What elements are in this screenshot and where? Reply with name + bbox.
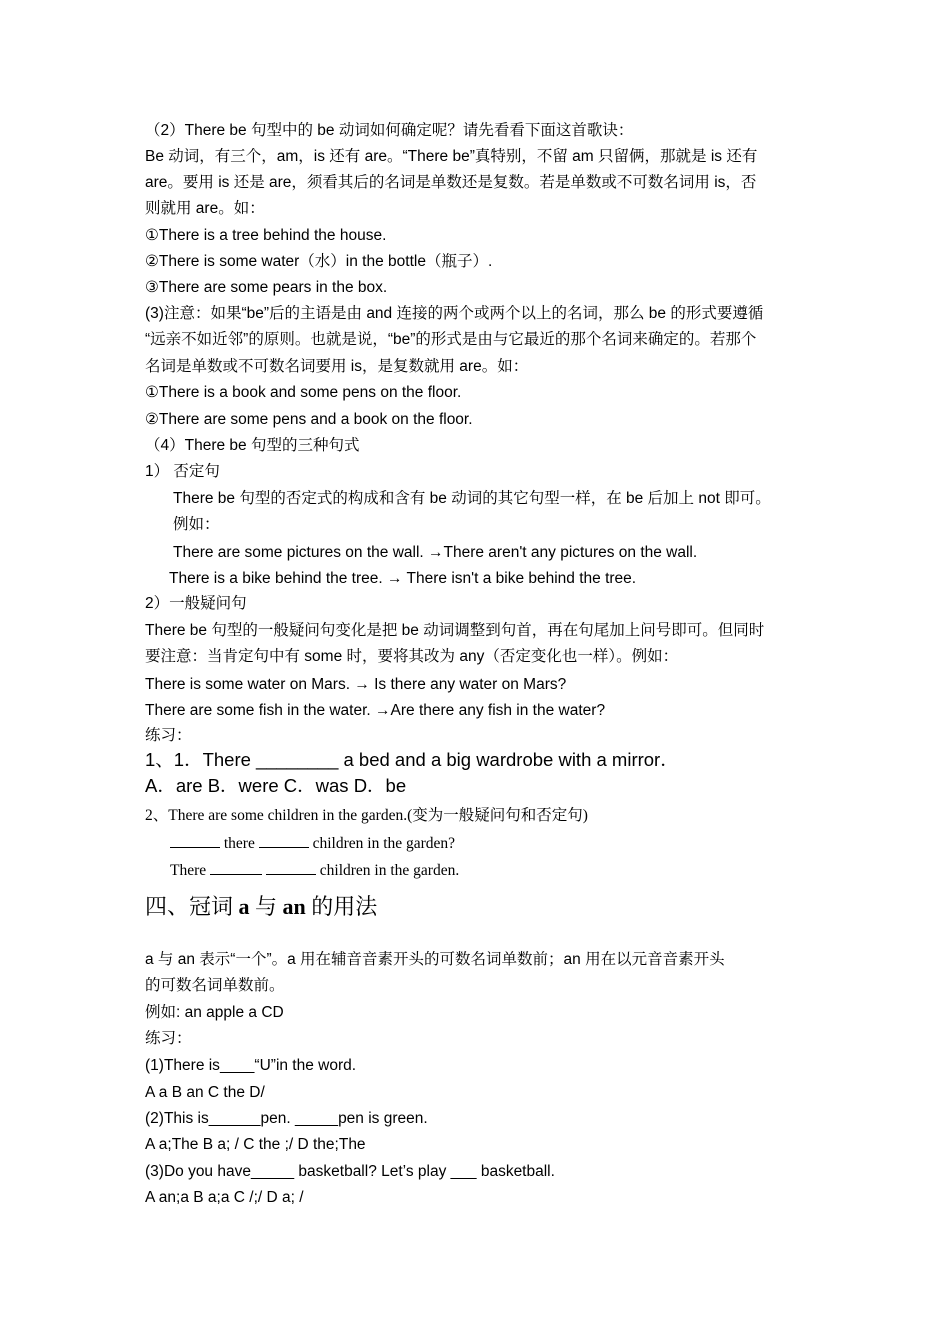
question-text: 1、1．There	[145, 749, 257, 770]
answer-blank	[266, 860, 316, 875]
answer-text: children in the garden?	[312, 835, 456, 852]
answer-options: A a;The B a; / C the ;/ D the;The	[145, 1136, 366, 1153]
text-line: Be 动词，有三个，am，is 还有 are。“There be”真特别，不留 am 只留俩，那就是 is 还有	[145, 148, 758, 165]
text-line: 则就用 are。如：	[145, 200, 265, 217]
answer-blank: _____	[250, 1163, 295, 1180]
answer-blank	[259, 833, 309, 848]
exercise-question	[145, 1109, 428, 1129]
question-text: (3)Do you have	[145, 1163, 251, 1180]
heading-text: 与	[249, 894, 283, 919]
heading-text: an	[282, 894, 306, 919]
question-text: basketball? Let’s play	[294, 1163, 451, 1180]
text-line: “远亲不如近邻”的原则。也就是说，“be”的形式是由与它最近的那个名词来确定的。若那个	[145, 331, 757, 348]
text-line: 名词是单数或不可数名词要用 is，是复数就用 are。如：	[145, 358, 529, 375]
example-sentence: There is some water on Mars. → Is there any water on Mars?	[145, 676, 567, 693]
answer-blank: ____	[219, 1057, 255, 1074]
answer-text: There	[170, 862, 207, 879]
answer-options: A a B an C the D/	[145, 1084, 265, 1101]
answer-blank: ________	[256, 749, 339, 770]
text-line: There be 句型的否定式的构成和含有 be 动词的其它句型一样，在 be 后加上 not 即可。	[173, 490, 771, 507]
section-heading	[145, 893, 377, 921]
text-line: 要注意：当肯定句中有 some 时，要将其改为 any（否定变化也一样）。例如：	[145, 648, 679, 665]
example-sentence: ②There is some water（水）in the bottle（瓶子）.	[145, 253, 493, 270]
exercise-question	[145, 1162, 555, 1182]
text-line: are。要用 is 还是 are，须看其后的名词是单数还是复数。若是单数或不可数名词用 is，否	[145, 174, 757, 191]
section-subheading: （4）There be 句型的三种句式	[145, 437, 360, 454]
example-sentence: There are some fish in the water. →Are there any fish in the water?	[145, 702, 606, 719]
exercise-answer-line	[170, 860, 459, 881]
answer-options: A．are B．were C．was D．be	[145, 775, 407, 796]
answer-blank: ___	[450, 1163, 477, 1180]
question-text: a bed and a big wardrobe with a mirror．	[338, 749, 679, 770]
exercise-question	[145, 1056, 356, 1076]
question-text: “U”in the word.	[254, 1057, 357, 1074]
example-sentence: ②There are some pens and a book on the floor.	[145, 411, 473, 428]
answer-blank: ______	[208, 1110, 261, 1127]
text-line: There be 句型的一般疑问句变化是把 be 动词调整到句首，再在句尾加上问号即可。但同时	[145, 622, 765, 639]
text-line: a 与 an 表示“一个”。a 用在辅音音素开头的可数名词单数前；an 用在以元音音素开头	[145, 951, 725, 968]
question-text: pen is green.	[338, 1110, 428, 1127]
question-text: (1)There is	[145, 1057, 220, 1074]
question-text: (2)This is	[145, 1110, 209, 1127]
exercise-label: 练习：	[145, 1030, 192, 1047]
example-line: 例如: an apple a CD	[145, 1004, 284, 1021]
answer-blank: _____	[294, 1110, 339, 1127]
answer-text: there	[223, 835, 255, 852]
question-text: pen.	[260, 1110, 295, 1127]
heading-text: a	[238, 894, 250, 919]
example-sentence: There is a bike behind the tree. → There isn't a bike behind the tree.	[169, 570, 637, 587]
text-line: 例如：	[173, 516, 220, 533]
exercise-question	[145, 748, 679, 772]
exercise-label: 练习：	[145, 727, 192, 744]
text-line: 的可数名词单数前。	[145, 977, 285, 994]
text-line: (3)注意：如果“be”后的主语是由 and 连接的两个或两个以上的名词，那么 be 的形式要遵循	[145, 305, 764, 322]
example-sentence: There are some pictures on the wall. →There aren't any pictures on the wall.	[173, 544, 698, 561]
list-label: 2）一般疑问句	[145, 595, 247, 612]
exercise-answer-line	[170, 833, 455, 854]
example-sentence: ①There is a tree behind the house.	[145, 227, 387, 244]
example-sentence: ①There is a book and some pens on the floor.	[145, 384, 462, 401]
answer-options: A an;a B a;a C /;/ D a; /	[145, 1189, 304, 1206]
example-sentence: ③There are some pears in the box.	[145, 279, 388, 296]
list-label: 1） 否定句	[145, 463, 220, 480]
answer-blank	[170, 833, 220, 848]
heading-text: 的用法	[305, 894, 378, 919]
heading-text: 四、冠词	[145, 894, 239, 919]
answer-text: children in the garden.	[319, 862, 460, 879]
text-line: （2）There be 句型中的 be 动词如何确定呢？请先看看下面这首歌诀：	[145, 122, 634, 139]
exercise-question: 2、There are some children in the garden.(变为一般疑问句和否定句)	[145, 807, 588, 824]
answer-blank	[210, 860, 262, 875]
question-text: basketball.	[476, 1163, 555, 1180]
